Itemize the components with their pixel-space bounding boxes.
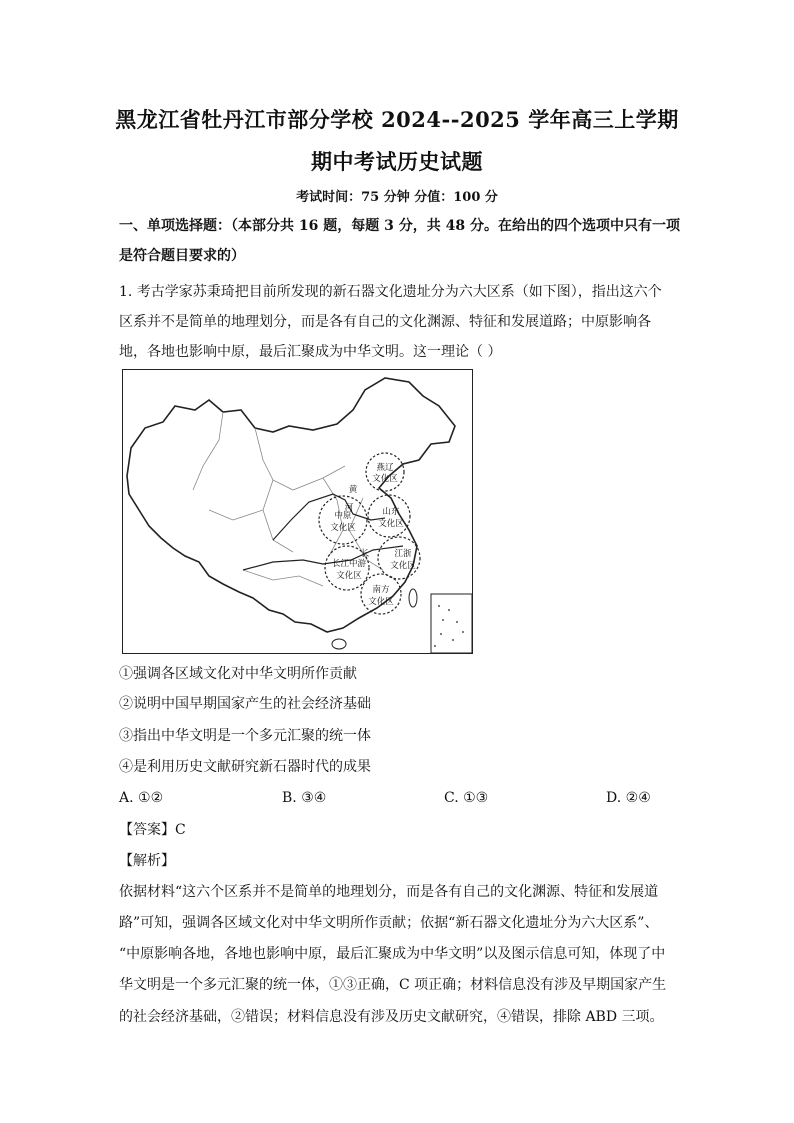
- china-culture-map: [122, 369, 473, 654]
- label-nanfang-1: 南方: [372, 585, 390, 595]
- label-river-he: 河: [344, 503, 354, 513]
- analysis-heading: 【解析】: [119, 853, 175, 869]
- label-shandong-1: 山东: [382, 507, 400, 517]
- statement-1: ①强调各区域文化对中华文明所作贡献: [119, 666, 357, 682]
- analysis-line-1: 依据材料“这六个区系并不是简单的地理划分，而是各有自己的文化渊源、特征和发展道: [119, 884, 659, 900]
- label-shandong-2: 文化区: [378, 519, 404, 529]
- question-stem-line-1: 1. 考古学家苏秉琦把目前所发现的新石器文化遗址分为六大区系（如下图），指出这六个: [119, 284, 662, 300]
- label-changjiang-1: 长江中游: [331, 559, 367, 569]
- answer: 【答案】C: [119, 822, 186, 838]
- analysis-line-4: 华文明是一个多元汇聚的统一体，①③正确，C 项正确；材料信息没有涉及早期国家产生: [119, 977, 667, 993]
- option-b[interactable]: [282, 790, 326, 806]
- label-jiangzhe-2: 文化区: [390, 561, 416, 571]
- label-river-huang: 黄: [348, 485, 358, 495]
- label-nanfang-2: 文化区: [368, 597, 394, 607]
- label-yanliao-1: 燕辽: [376, 463, 394, 473]
- title-line-1: 黑龙江省牡丹江市部分学校 2024--2025 学年高三上学期: [115, 107, 679, 132]
- option-a[interactable]: [119, 790, 163, 806]
- option-a-text: ①②: [138, 790, 164, 806]
- china-outline: [127, 378, 455, 632]
- analysis-line-5: 的社会经济基础，②错误；材料信息没有涉及历史文献研究，④错误，排除 ABD 三项。: [119, 1009, 664, 1025]
- section-heading-line-1: 一、单项选择题：（本部分共 16 题，每题 3 分，共 48 分。在给出的四个选项中只有一项: [119, 218, 680, 234]
- option-b-letter: B.: [282, 790, 297, 806]
- exam-info: 考试时间：75 分钟 分值：100 分: [296, 190, 498, 205]
- option-d-text: ②④: [625, 790, 651, 806]
- option-d-letter: D.: [606, 790, 622, 806]
- option-b-text: ③④: [301, 790, 327, 806]
- statement-2: ②说明中国早期国家产生的社会经济基础: [119, 696, 371, 712]
- question-stem-line-2: 区系并不是简单的地理划分，而是各有自己的文化渊源、特征和发展道路；中原影响各: [119, 314, 651, 330]
- option-a-letter: A.: [119, 790, 134, 806]
- label-zhongyuan-1: 中原: [334, 511, 352, 521]
- label-jiangzhe-1: 江浙: [394, 549, 412, 559]
- china-map-svg: [123, 370, 472, 653]
- title-line-2: 期中考试历史试题: [311, 149, 483, 174]
- label-yanliao-2: 文化区: [372, 474, 398, 484]
- label-changjiang-2: 文化区: [336, 571, 362, 581]
- statement-3: ③指出中华文明是一个多元汇聚的统一体: [119, 728, 371, 744]
- label-river-chang: 长: [360, 549, 370, 559]
- option-c-text: ①③: [463, 790, 489, 806]
- question-stem-line-3: 地，各地也影响中原，最后汇聚成为中华文明。这一理论（ ）: [119, 344, 502, 360]
- analysis-line-2: 路”可知，强调各区域文化对中华文明所作贡献；依据“新石器文化遗址分为六大区系”、: [119, 915, 659, 931]
- statement-4: ④是利用历史文献研究新石器时代的成果: [119, 759, 371, 775]
- label-zhongyuan-2: 文化区: [330, 523, 356, 533]
- analysis-line-3: “中原影响各地，各地也影响中原，最后汇聚成为中华文明”以及图示信息可知，体现了中: [119, 946, 666, 962]
- option-d[interactable]: [606, 790, 651, 806]
- section-heading-line-2: 是符合题目要求的）: [119, 248, 245, 264]
- option-c-letter: C.: [444, 790, 459, 806]
- option-c[interactable]: [444, 790, 488, 806]
